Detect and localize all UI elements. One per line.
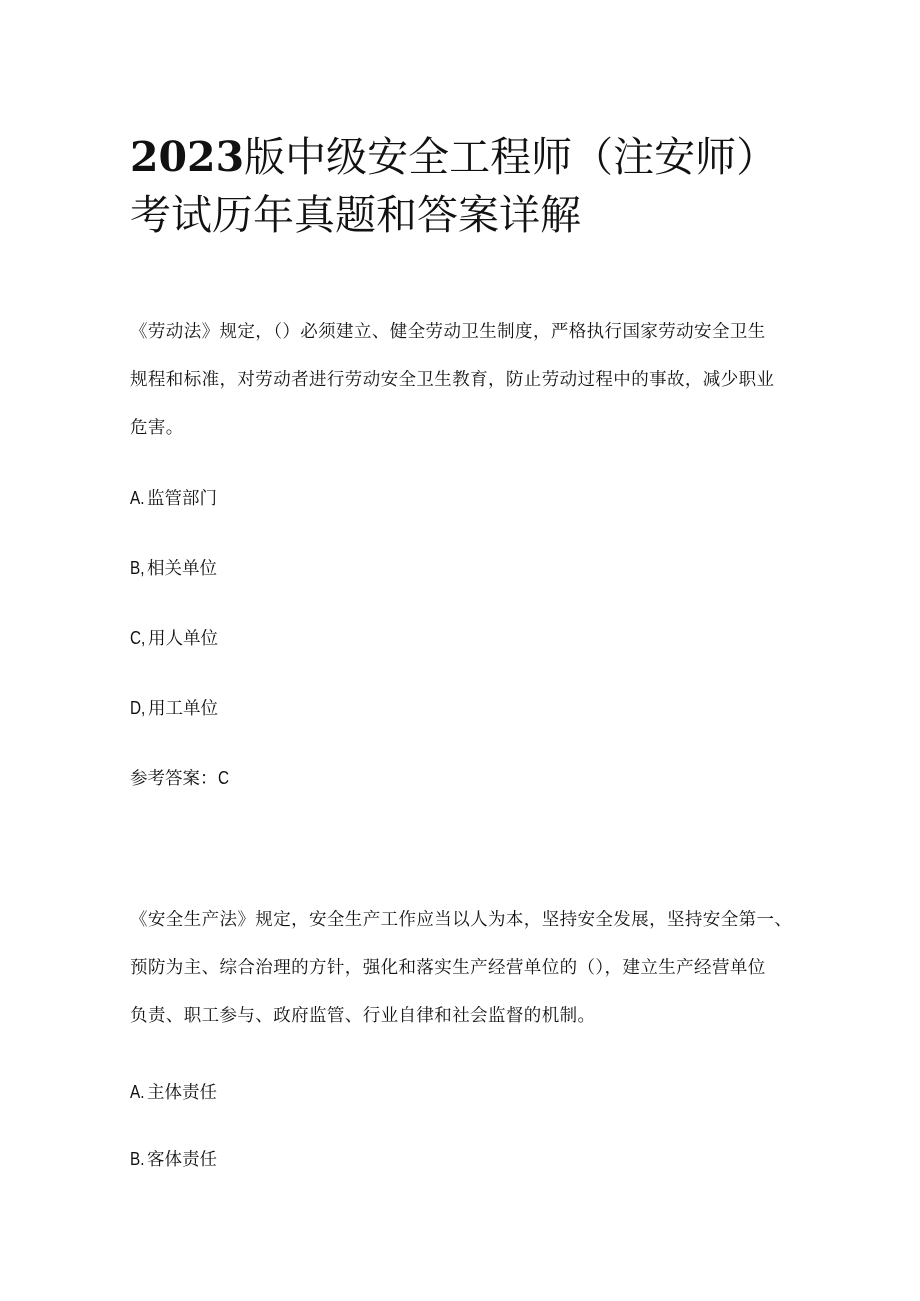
option-letter: B. [130,1149,145,1169]
option-text: 主体责任 [147,1083,218,1103]
stem-line: 《劳动法》规定，（）必须建立、健全劳动卫生制度，严格执行国家劳动安全卫生 [130,322,766,342]
option-letter: A. [130,1082,145,1102]
option-letter: C, [130,628,146,648]
question-1-answer [130,766,231,791]
stem-line: 规程和标准，对劳动者进行劳动安全卫生教育，防止劳动过程中的事故，减少职业 [130,370,775,390]
option-text: 用人单位 [148,629,218,649]
option-letter: B, [130,558,145,578]
question-2-option-b [130,1147,217,1172]
stem-line: 负责、职工参与、政府监管、行业自律和社会监督的机制。 [130,1006,596,1026]
question-1-stem [130,308,795,452]
title-line-2: 考试历年真题和答案详解 [130,191,581,239]
question-2-stem [130,896,795,1040]
option-letter: A. [130,488,145,508]
title-line-1 [130,128,830,186]
question-1-option-a [130,486,217,511]
answer-value: C [217,768,229,788]
document-title [130,128,830,244]
title-line-1-text: 版中级安全工程师（注安师） [244,133,778,181]
stem-line: 危害。 [130,418,184,438]
option-letter: D, [130,698,146,718]
stem-line: 预防为主、综合治理的方针，强化和落实生产经营单位的（），建立生产经营单位 [130,958,766,978]
question-2-option-a [130,1080,217,1105]
option-text: 用工单位 [148,699,218,719]
option-text: 相关单位 [147,559,218,579]
option-text: 客体责任 [147,1150,218,1170]
question-1-option-d [130,696,218,721]
question-1-option-c [130,626,218,651]
title-year: 2023 [130,133,245,181]
stem-line: 《安全生产法》规定，安全生产工作应当以人为本，坚持安全发展，坚持安全第一、 [130,910,793,930]
option-text: 监管部门 [147,489,218,509]
question-1-option-b [130,556,217,581]
answer-label: 参考答案： [130,769,218,789]
